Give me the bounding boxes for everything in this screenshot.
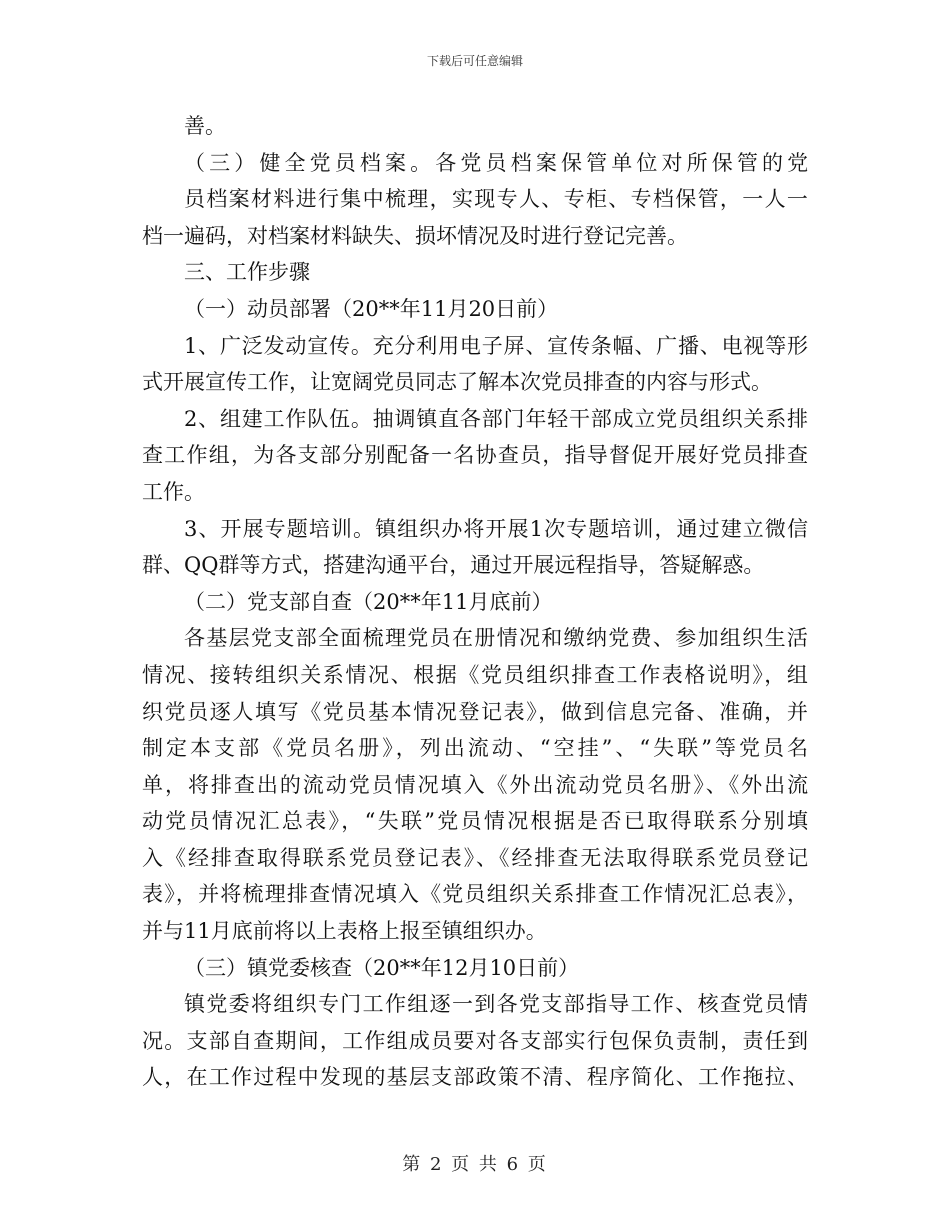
text-line: 单，将排查出的流动党员情况填入《外出流动党员名册》、《外出流 bbox=[142, 772, 811, 797]
text-line: 并与11月底前将以上表格上报至镇组织办。 bbox=[142, 919, 547, 944]
text-line: 织党员逐人填写《党员基本情况登记表》，做到信息完备、准确，并 bbox=[142, 699, 810, 724]
text-line: 查工作组，为各支部分别配备一名协查员，指导督促开展好党员排查 bbox=[142, 443, 810, 468]
text-line: 人，在工作过程中发现的基层支部政策不清、程序简化、工作拖拉、 bbox=[142, 1065, 810, 1090]
text-line: 三、工作步骤 bbox=[184, 260, 310, 285]
text-line: 镇党委将组织专门工作组逐一到各党支部指导工作、核查党员情 bbox=[184, 992, 810, 1017]
page-number: 第 2 页 共 6 页 bbox=[402, 1154, 548, 1175]
text-line: 表》，并将梳理排查情况填入《党员组织关系排查工作情况汇总表》， bbox=[142, 882, 810, 907]
text-line: 式开展宣传工作，让宽阔党员同志了解本次党员排查的内容与形式。 bbox=[142, 370, 772, 395]
text-line: 档一遍码，对档案材料缺失、损坏情况及时进行登记完善。 bbox=[142, 223, 688, 248]
text-line: 员档案材料进行集中梳理，实现专人、专柜、专档保管，一人一 bbox=[184, 187, 810, 212]
text-line: 各基层党支部全面梳理党员在册情况和缴纳党费、参加组织生活 bbox=[184, 626, 810, 651]
text-line: 况。支部自查期间，工作组成员要对各支部实行包保负责制，责任到 bbox=[142, 1028, 810, 1053]
text-line: （三）健全党员档案。各党员档案保管单位对所保管的党 bbox=[184, 150, 813, 175]
document-body bbox=[142, 108, 813, 1096]
text-line: 制定本支部《党员名册》，列出流动、“空挂”、“失联”等党员名 bbox=[142, 736, 812, 761]
text-line: 工作。 bbox=[142, 479, 205, 504]
text-line: 1、广泛发动宣传。充分利用电子屏、宣传条幅、广播、电视等形 bbox=[184, 333, 809, 358]
page-header: 下载后可任意编辑 bbox=[426, 54, 523, 68]
text-line: 2、组建工作队伍。抽调镇直各部门年轻干部成立党员组织关系排 bbox=[184, 406, 809, 431]
text-line: 3、开展专题培训。镇组织办将开展1次专题培训，通过建立微信 bbox=[184, 516, 810, 541]
text-line: （一）动员部署（20**年11月20日前） bbox=[184, 296, 559, 321]
text-line: 动党员情况汇总表》，“失联”党员情况根据是否已取得联系分别填 bbox=[142, 809, 811, 834]
text-line: 入《经排查取得联系党员登记表》、《经排查无法取得联系党员登记 bbox=[142, 845, 811, 870]
text-line: 情况、接转组织关系情况、根据《党员组织排查工作表格说明》，组 bbox=[142, 662, 810, 687]
text-line: （三）镇党委核查（20**年12月10日前） bbox=[184, 955, 580, 980]
text-line: 善。 bbox=[184, 114, 226, 138]
text-line: （二）党支部自查（20**年11月底前） bbox=[184, 589, 553, 614]
text-line: 群、QQ群等方式，搭建沟通平台，通过开展远程指导，答疑解惑。 bbox=[142, 553, 765, 578]
